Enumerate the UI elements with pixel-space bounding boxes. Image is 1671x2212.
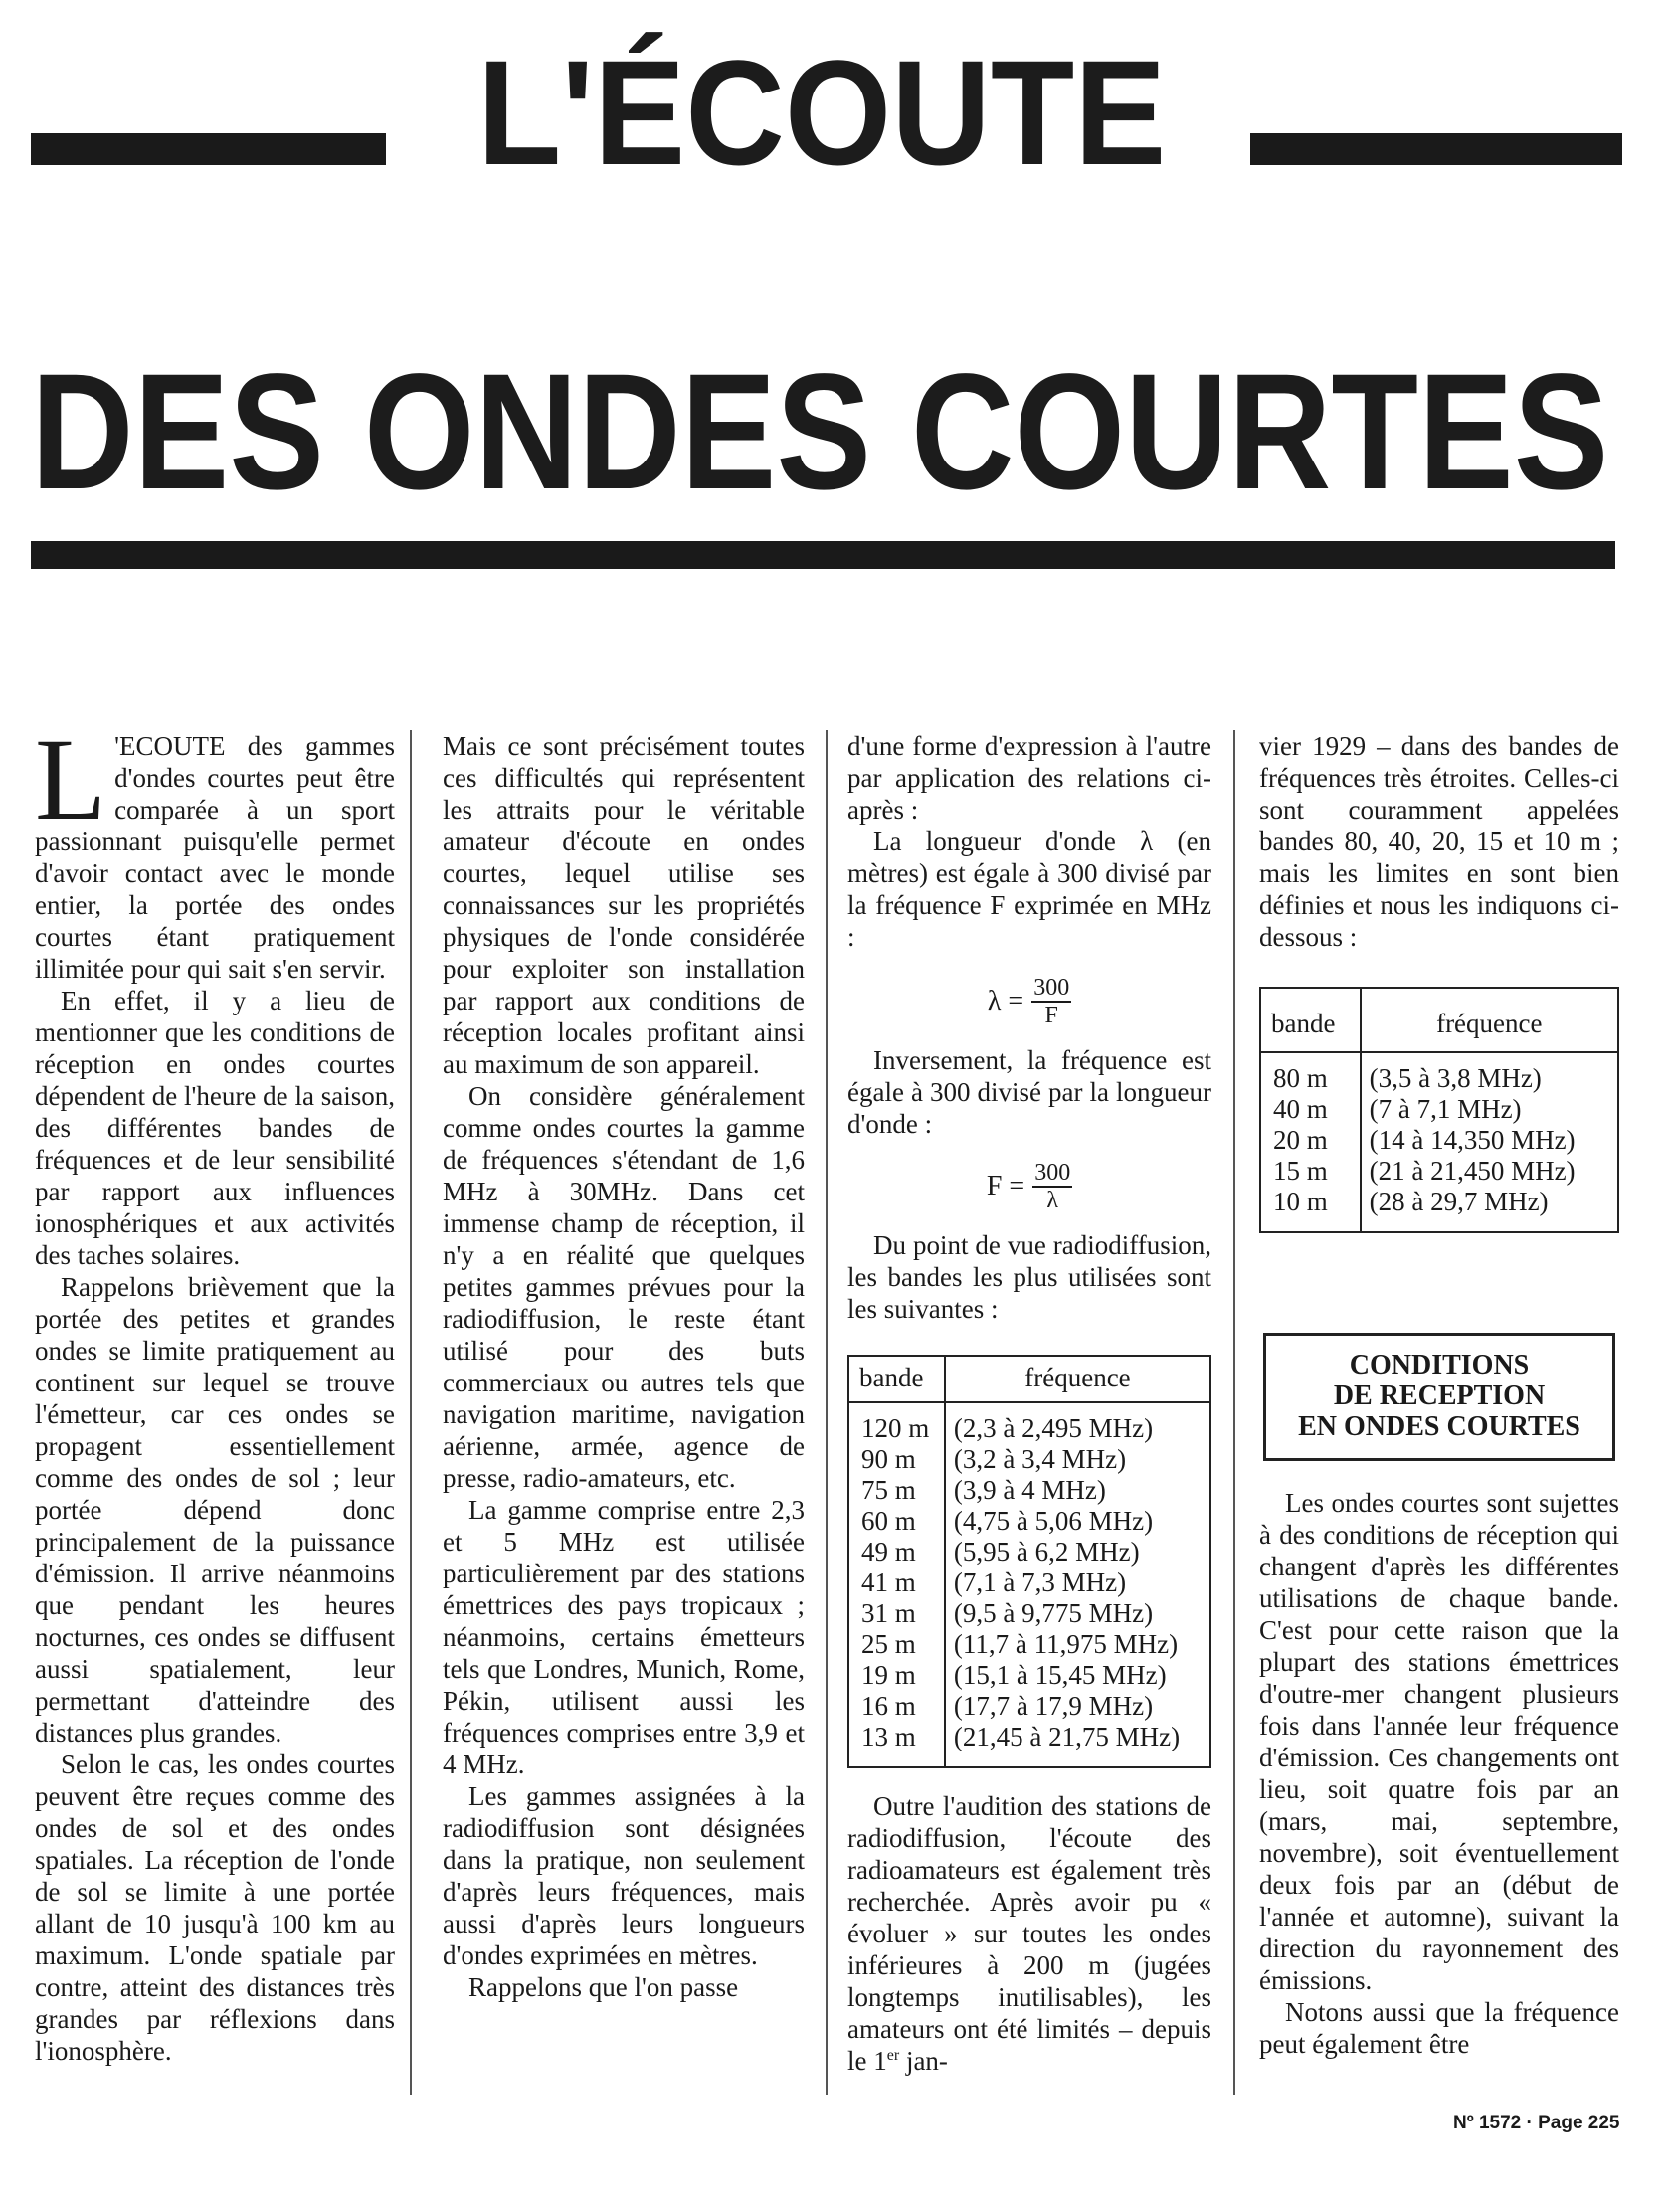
paragraph: d'une forme d'expression à l'autre par application des relations ci-après : (847, 731, 1211, 825)
band-cell: 16 m (848, 1691, 945, 1722)
denominator: λ (1046, 1188, 1058, 1213)
table-row (848, 1444, 1210, 1475)
band-cell: 20 m (1260, 1125, 1361, 1156)
column-header-frequency: fréquence (945, 1356, 1210, 1402)
section-heading-line: CONDITIONS (1349, 1350, 1530, 1381)
table-row (848, 1691, 1210, 1722)
band-cell: 120 m (848, 1402, 945, 1444)
frequency-cell: (3,5 à 3,8 MHz) (1369, 1063, 1542, 1093)
band-cell: 60 m (848, 1506, 945, 1537)
fraction (1031, 975, 1071, 1028)
band-cell: 49 m (848, 1537, 945, 1567)
denominator: F (1044, 1003, 1058, 1028)
column-header-frequency: fréquence (1361, 988, 1618, 1052)
band-cell: 19 m (848, 1660, 945, 1691)
table-row (1260, 1052, 1618, 1094)
title-rule-left (31, 133, 386, 165)
intro-paragraph (35, 714, 395, 985)
frequency-cell: (7 à 7,1 MHz) (1369, 1094, 1522, 1124)
frequency-cell: (15,1 à 15,45 MHz) (953, 1660, 1167, 1690)
paragraph: Inversement, la fréquence est égale à 300 divisé par la longueur d'onde : (847, 1045, 1211, 1139)
band-cell: 40 m (1260, 1094, 1361, 1125)
frequency-cell: (3,9 à 4 MHz) (953, 1475, 1106, 1505)
article-column-2 (443, 730, 805, 2003)
column-divider (1233, 730, 1235, 2095)
drop-cap: L (35, 714, 107, 844)
frequency-cell: (21,45 à 21,75 MHz) (953, 1722, 1181, 1751)
paragraph (847, 1790, 1211, 2077)
formula-lhs: F = (986, 1171, 1025, 1201)
numerator: 300 (1033, 975, 1070, 1001)
frequency-cell: (9,5 à 9,775 MHz) (953, 1598, 1154, 1628)
paragraph: Rappelons brièvement que la portée des petites et grandes ondes se limite pratiquement au continent sur lequel se trouve l'émetteur, car ces ondes se propagent essentiellement comme des ondes de sol ; leur portée dépend donc principalement de la puissance d'émission. Il arrive néanmoins que pendant les heures nocturnes, ces ondes se diffusent aussi spatialement, leur permettant d'atteindre des distances plus grandes. (35, 1272, 395, 1748)
frequency-cell: (14 à 14,350 MHz) (1369, 1125, 1576, 1155)
section-heading-line: DE RECEPTION (1333, 1381, 1546, 1411)
paragraph: Mais ce sont précisément toutes ces difficultés qui représentent les attraits pour le véritable amateur d'écoute en ondes courtes, lequel utilise ses connaissances sur les propriétés physiques de l'onde considérée pour exploiter son installation par rapport aux conditions de réception locales profitant ainsi au maximum de son appareil. (443, 731, 805, 1079)
table-row (848, 1475, 1210, 1506)
frequency-cell: (21 à 21,450 MHz) (1369, 1156, 1576, 1186)
section-heading-box (1263, 1333, 1615, 1461)
paragraph: Du point de vue radiodiffusion, les bandes les plus utilisées sont les suivantes : (847, 1230, 1211, 1324)
frequency-cell: (2,3 à 2,495 MHz) (953, 1413, 1154, 1443)
formula-lhs: λ = (987, 986, 1024, 1016)
paragraph: La gamme comprise entre 2,3 et 5 MHz est utilisée particulièrement par des stations émettrices des pays tropicaux ; néanmoins, certains émetteurs tels que Londres, Munich, Rome, Pékin, utilisent aussi les fréquences comprises entre 3,9 et 4 MHz. (443, 1495, 805, 1779)
column-header-band: bande (848, 1356, 945, 1402)
paragraph: Les ondes courtes sont sujettes à des conditions de réception qui changent d'après les différentes utilisations de chaque bande. C'est pour cette raison que la plupart des stations émettrices d'outre-mer changent plusieurs fois dans l'année leur fréquence d'émission. Ces changements ont lieu, soit quatre fois par an (mars, mai, septembre, novembre), soit éventuellement deux fois par an (début de l'année et automne), suivant la direction du rayonnement des émissions. (1259, 1488, 1619, 1995)
formula-frequency (847, 1152, 1211, 1221)
band-cell: 15 m (1260, 1156, 1361, 1187)
frequency-cell: (11,7 à 11,975 MHz) (953, 1629, 1179, 1659)
article-column-1 (35, 714, 395, 2067)
table-row (848, 1506, 1210, 1537)
article-column-4 (1259, 730, 1619, 2060)
band-cell: 75 m (848, 1475, 945, 1506)
page-footer: Nº 1572 · Page 225 (1453, 2113, 1620, 2133)
table-row (1260, 1187, 1618, 1232)
band-cell: 41 m (848, 1567, 945, 1598)
band-cell: 10 m (1260, 1187, 1361, 1232)
table-row (848, 1598, 1210, 1629)
frequency-cell: (7,1 à 7,3 MHz) (953, 1567, 1127, 1597)
paragraph: La longueur d'onde λ (en mètres) est égale à 300 divisé par la fréquence F exprimée en MHz : (847, 827, 1211, 952)
article-column-3 (847, 730, 1211, 2077)
broadcast-bands-table (847, 1355, 1211, 1768)
formula-wavelength (847, 967, 1211, 1036)
table-row (1260, 1094, 1618, 1125)
column-divider (410, 730, 412, 2095)
table-row (848, 1402, 1210, 1444)
paragraph: Notons aussi que la fréquence peut également être (1259, 1997, 1619, 2059)
paragraph: Les gammes assignées à la radiodiffusion sont désignées dans la pratique, non seulement d'après leurs fréquences, mais aussi d'après leurs longueurs d'ondes exprimées en mètres. (443, 1781, 805, 1970)
band-cell: 13 m (848, 1722, 945, 1767)
table-row (848, 1567, 1210, 1598)
table-row (848, 1537, 1210, 1567)
paragraph: En effet, il y a lieu de mentionner que les conditions de réception en ondes courtes dépendent de l'heure de la saison, des différentes bandes de fréquences et de leur sensibilité par rapport aux influences ionosphériques et aux activités des taches solaires. (35, 986, 395, 1270)
band-cell: 80 m (1260, 1052, 1361, 1094)
frequency-cell: (17,7 à 17,9 MHz) (953, 1691, 1154, 1721)
title-line-2: DES ONDES COURTES (31, 340, 1609, 524)
paragraph: Selon le cas, les ondes courtes peuvent être reçues comme des ondes de sol et des ondes spatiales. La réception de l'onde de sol se limite à une portée allant de 10 jusqu'à 100 km au maximum. L'onde spatiale par contre, atteint des distances très grandes par réflexions dans l'ionosphère. (35, 1750, 395, 2066)
frequency-cell: (28 à 29,7 MHz) (1369, 1187, 1549, 1216)
column-header-band: bande (1260, 988, 1361, 1052)
paragraph: Rappelons que l'on passe (468, 1972, 739, 2002)
amateur-bands-table (1259, 987, 1619, 1233)
table-row (848, 1660, 1210, 1691)
column-divider (826, 730, 828, 2095)
paragraph: On considère généralement comme ondes courtes la gamme de fréquences s'étendant de 1,6 MHz à 30MHz. Dans cet immense champ de réception, il n'y a en réalité que quelques petites gammes prévues pour la radiodiffusion, le reste étant utilisé pour des buts commerciaux ou autres tels que navigation maritime, navigation aérienne, armée, agence de presse, radio-amateurs, etc. (443, 1081, 805, 1493)
paragraph-text: jan- (899, 2046, 948, 2076)
paragraph-text: 'ECOUTE des gammes d'ondes courtes peut être comparée à un sport passionnant puisqu'elle permet d'avoir contact avec le monde entier, la portée des ondes courtes étant pratiquement illimitée pour qui sait s'en servir. (35, 731, 395, 984)
title-rule-right (1250, 133, 1622, 165)
table-row (848, 1722, 1210, 1767)
superscript: er (886, 2047, 900, 2064)
band-cell: 90 m (848, 1444, 945, 1475)
section-heading-line: EN ONDES COURTES (1298, 1411, 1580, 1442)
table-row (1260, 1125, 1618, 1156)
table-row (848, 1629, 1210, 1660)
frequency-cell: (5,95 à 6,2 MHz) (953, 1537, 1140, 1567)
paragraph: vier 1929 – dans des bandes de fréquences très étroites. Celles-ci sont couramment appelées bandes 80, 40, 20, 15 et 10 m ; mais les limites en sont bien définies et nous les indiquons ci-dessous : (1259, 731, 1619, 952)
frequency-cell: (4,75 à 5,06 MHz) (953, 1506, 1154, 1536)
numerator: 300 (1034, 1160, 1071, 1186)
band-cell: 31 m (848, 1598, 945, 1629)
paragraph-text: Outre l'audition des stations de radiodiffusion, l'écoute des radioamateurs est également très recherchée. Après avoir pu « évoluer » sur toutes les ondes inférieures à 200 m (jugées longtemps inutilisables), les amateurs ont été limités – depuis le 1 (847, 1791, 1211, 2076)
table-row (1260, 1156, 1618, 1187)
title-underline-rule (31, 541, 1615, 569)
band-cell: 25 m (848, 1629, 945, 1660)
fraction (1032, 1160, 1072, 1213)
title-line-1: L'ÉCOUTE (477, 29, 1167, 196)
frequency-cell: (3,2 à 3,4 MHz) (953, 1444, 1127, 1474)
